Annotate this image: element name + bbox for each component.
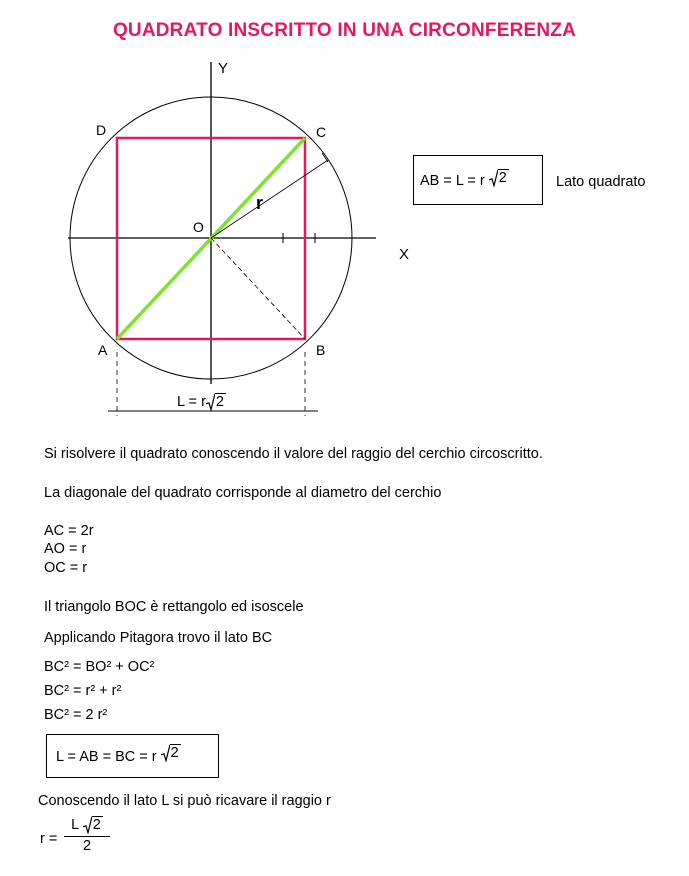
equation-ac: AC = 2r xyxy=(44,523,94,539)
sqrt-symbol xyxy=(83,816,103,834)
text-line-4: Applicando Pitagora trovo il lato BC xyxy=(44,630,273,646)
y-axis-label: Y xyxy=(218,60,229,77)
dimension-formula xyxy=(177,393,226,411)
side-formula-radicand: 2 xyxy=(498,170,507,186)
side-caption: Lato quadrato xyxy=(556,174,646,190)
equation-ao: AO = r xyxy=(44,541,87,557)
radius-line xyxy=(211,160,328,238)
radius-text: Conoscendo il lato L si può ricavare il raggio r xyxy=(38,793,331,809)
text-line-1: Si risolvere il quadrato conoscendo il valore del raggio del cerchio circoscritto. xyxy=(44,446,543,462)
radius-fraction xyxy=(64,816,110,854)
result-formula-box xyxy=(46,734,219,778)
equation-result: BC² = 2 r² xyxy=(44,707,108,723)
fraction-denominator: 2 xyxy=(82,838,92,854)
side-formula-box xyxy=(413,155,543,205)
sqrt-symbol xyxy=(489,169,509,187)
numerator-coef: L xyxy=(71,817,79,833)
point-c-label: C xyxy=(316,124,327,140)
point-d-label: D xyxy=(96,122,107,138)
dashed-ob xyxy=(211,238,305,339)
result-formula-prefix: L = AB = BC = xyxy=(56,749,152,765)
result-formula xyxy=(56,745,181,766)
equation-sum: BC² = r² + r² xyxy=(44,683,122,699)
result-formula-radicand: 2 xyxy=(170,745,179,761)
radius-formula-lhs: r = xyxy=(40,831,58,847)
diagram xyxy=(0,0,689,430)
fraction-numerator xyxy=(64,816,110,835)
sqrt-symbol xyxy=(161,744,181,762)
x-axis-label: X xyxy=(399,246,410,263)
origin-label: O xyxy=(193,219,204,235)
point-b-label: B xyxy=(316,342,326,358)
radius-label: r xyxy=(256,193,264,213)
side-formula-coef: r xyxy=(479,173,485,189)
equation-pythagoras: BC² = BO² + OC² xyxy=(44,659,155,675)
text-line-3: Il triangolo BOC è rettangolo ed isoscele xyxy=(44,599,304,615)
point-a-label: A xyxy=(98,342,108,358)
side-formula xyxy=(420,172,509,190)
equation-oc: OC = r xyxy=(44,560,88,576)
result-formula-coef: r xyxy=(151,749,157,765)
page-title: QUADRATO INSCRITTO IN UNA CIRCONFERENZA xyxy=(112,20,577,41)
dimension-radicand: 2 xyxy=(215,394,224,410)
text-line-2: La diagonale del quadrato corrisponde al diametro del cerchio xyxy=(44,485,442,501)
sqrt-symbol xyxy=(206,393,226,411)
dimension-coef: r xyxy=(201,394,206,410)
side-formula-prefix: AB = L = xyxy=(420,173,480,189)
fraction-bar xyxy=(64,836,110,837)
dimension-prefix: L = xyxy=(177,394,202,410)
numerator-radicand: 2 xyxy=(92,817,101,833)
